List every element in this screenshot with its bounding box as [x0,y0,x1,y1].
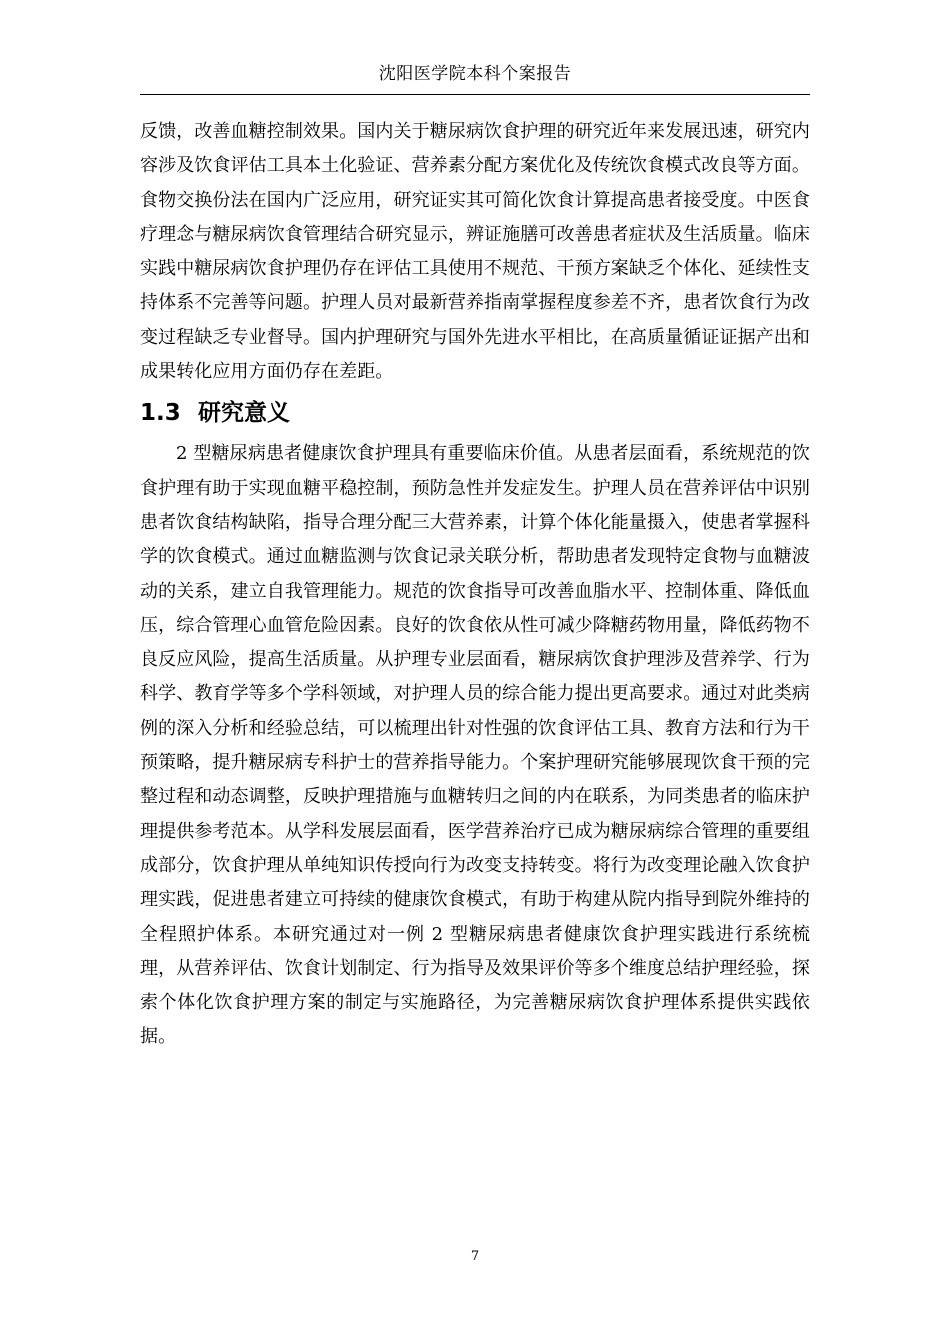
page-content [140,115,810,1055]
header-rule [140,94,810,95]
page-number: 7 [470,1249,480,1264]
section-title: 研究意义 [198,400,290,427]
body-paragraph-continued: 反馈，改善血糖控制效果。国内关于糖尿病饮食护理的研究近年来发展迅速，研究内容涉及饮食评估工具本土化验证、营养素分配方案优化及传统饮食模式改良等方面。食物交换份法在国内广泛应用，研究证实其可简化饮食计算提高患者接受度。中医食疗理念与糖尿病饮食管理结合研究显示，辨证施膳可改善患者症状及生活质量。临床实践中糖尿病饮食护理仍存在评估工具使用不规范、干预方案缺乏个体化、延续性支持体系不完善等问题。护理人员对最新营养指南掌握程度参差不齐，患者饮食行为改变过程缺乏专业督导。国内护理研究与国外先进水平相比，在高质量循证证据产出和成果转化应用方面仍存在差距。 [140,121,810,383]
body-paragraph: 2 型糖尿病患者健康饮食护理具有重要临床价值。从患者层面看，系统规范的饮食护理有助于实现血糖平稳控制，预防急性并发症发生。护理人员在营养评估中识别患者饮食结构缺陷，指导合理分配三大营养素，计算个体化能量摄入，使患者掌握科学的饮食模式。通过血糖监测与饮食记录关联分析，帮助患者发现特定食物与血糖波动的关系，建立自我管理能力。规范的饮食指导可改善血脂水平、控制体重、降低血压，综合管理心血管危险因素。良好的饮食依从性可减少降糖药物用量，降低药物不良反应风险，提高生活质量。从护理专业层面看，糖尿病饮食护理涉及营养学、行为科学、教育学等多个学科领域，对护理人员的综合能力提出更高要求。通过对此类病例的深入分析和经验总结，可以梳理出针对性强的饮食评估工具、教育方法和行为干预策略，提升糖尿病专科护士的营养指导能力。个案护理研究能够展现饮食干预的完整过程和动态调整，反映护理措施与血糖转归之间的内在联系，为同类患者的临床护理提供参考范本。从学科发展层面看，医学营养治疗已成为糖尿病综合管理的重要组成部分，饮食护理从单纯知识传授向行为改变支持转变。将行为改变理论融入饮食护理实践，促进患者建立可持续的健康饮食模式，有助于构建从院内指导到院外维持的全程照护体系。本研究通过对一例 2 型糖尿病患者健康饮食护理实践进行系统梳理，从营养评估、饮食计划制定、行为指导及效果评价等多个维度总结护理经验，探索个体化饮食护理方案的制定与实施路径，为完善糖尿病饮食护理体系提供实践依据。 [140,443,810,1048]
running-header: 沈阳医学院本科个案报告 [378,64,572,84]
section-heading [140,395,810,431]
section-number: 1.3 [140,400,181,427]
